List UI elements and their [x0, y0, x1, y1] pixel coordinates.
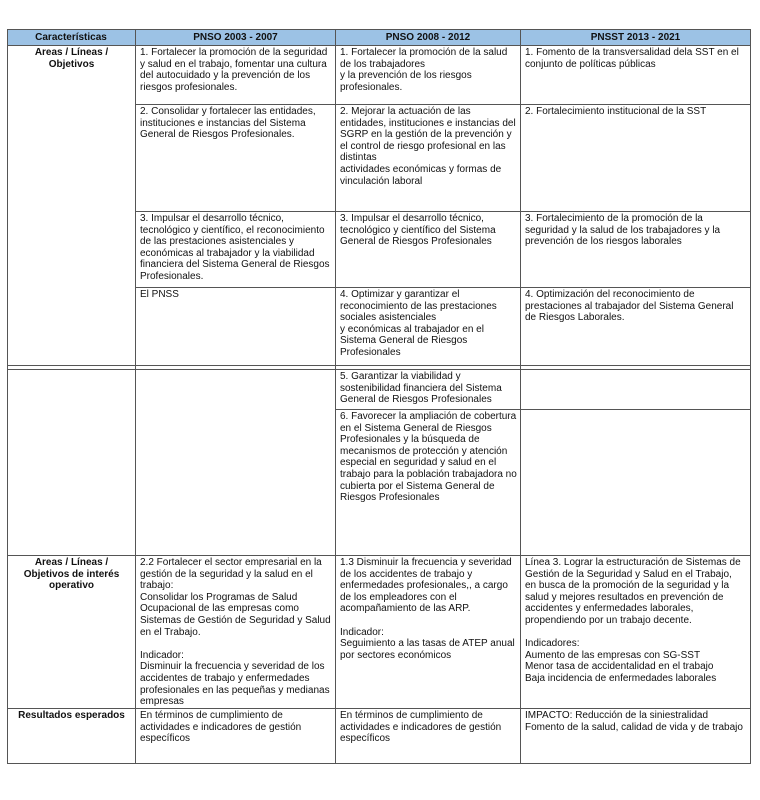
header-pnso-2003-2007: PNSO 2003 - 2007: [136, 30, 335, 45]
cell-pnsst2013-resultados: IMPACTO: Reducción de la siniestralidad Fomento de la salud, calidad de vida y de trabajo: [525, 710, 743, 733]
grid-line: [7, 555, 751, 556]
grid-line: [7, 708, 751, 709]
grid-line: [136, 211, 751, 212]
grid-line: [7, 29, 8, 764]
grid-line: [335, 29, 336, 764]
grid-line: [336, 409, 751, 410]
grid-line: [7, 369, 751, 370]
cell-pnsst2013-obj2: 2. Fortalecimiento institucional de la SST: [525, 106, 707, 117]
cell-pnsst2013-operativo: Línea 3. Lograr la estructuración de Sistemas de Gestión de la Seguridad y Salud en el Trabajo, en busca de la promoción de la seguridad y la salud y mejores resultados en prevención de accidentes y enfermedades laborales, propendiendo por un trabajo decente. Indicadores: Aumento de las empresas con SG-SST Menor tasa de accidentalidad en el trabajo Baja incidencia de enfermedades laborales: [525, 557, 741, 684]
grid-line: [7, 29, 751, 30]
cell-pnso2008-resultados: En términos de cumplimiento de actividades e indicadores de gestión específicos: [340, 710, 502, 745]
cell-pnso2003-obj3: 3. Impulsar el desarrollo técnico, tecnológico y científico, el reconocimiento de las prestaciones asistenciales y económicas al trabajador y la viabilidad financiera del Sistema General de Riesgos Profesionales.: [140, 213, 330, 282]
row-label-areas-operativo: Areas / Líneas / Objetivos de interés operativo: [23, 557, 120, 592]
cell-pnsst2013-obj4: 4. Optimización del reconocimiento de prestaciones al trabajador del Sistema General de Riesgos Laborales.: [525, 289, 734, 324]
cell-pnso2003-obj2: 2. Consolidar y fortalecer las entidades, instituciones e instancias del Sistema General de Riesgos Profesionales.: [140, 106, 316, 141]
row-label-resultados: Resultados esperados: [18, 710, 125, 721]
cell-pnso2008-obj4: 4. Optimizar y garantizar el reconocimiento de las prestaciones sociales asistenciales y económicas al trabajador en el Sistema General de Riesgos Profesionales: [340, 289, 497, 358]
header-pnso-2008-2012: PNSO 2008 - 2012: [336, 30, 520, 45]
cell-pnso2008-operativo: 1.3 Disminuir la frecuencia y severidad de los accidentes de trabajo y enfermedades profesionales,, a cargo de los empleadores con el acompañamiento de las ARP. Indicador: Seguimiento a las tasas de ATEP anual por sectores económicos: [340, 557, 515, 661]
header-pnsst-2013-2021: PNSST 2013 - 2021: [521, 30, 750, 45]
grid-line: [135, 29, 136, 764]
row-label-areas: Areas / Líneas / Objetivos: [34, 47, 109, 70]
grid-line: [7, 45, 751, 46]
grid-line: [7, 763, 751, 764]
cell-pnso2008-obj1: 1. Fortalecer la promoción de la salud de los trabajadores y la prevención de los riesgos profesionales.: [340, 47, 508, 93]
grid-line: [7, 365, 751, 366]
grid-line: [750, 29, 751, 764]
cell-pnso2008-obj6: 6. Favorecer la ampliación de cobertura en el Sistema General de Riesgos Profesionales y la búsqueda de mecanismos de protección y atención especial en seguridad y salud en el trabajo para la población trabajadora no cubierta por el Sistema General de Riesgos Profesionales: [340, 411, 517, 504]
grid-line: [136, 287, 751, 288]
cell-pnso2008-obj2: 2. Mejorar la actuación de las entidades, instituciones e instancias del SGRP en la gestión de la prevención y el control de riesgo profesional en las distintas actividades económicas y formas de vinculación laboral: [340, 106, 516, 187]
cell-pnso2003-obj4: El PNSS: [140, 289, 179, 300]
cell-pnso2008-obj5: 5. Garantizar la viabilidad y sostenibilidad financiera del Sistema General de Riesgos Profesionales: [340, 371, 502, 406]
cell-pnso2008-obj3: 3. Impulsar el desarrollo técnico, tecnológico y científico del Sistema General de Riesgos Profesionales: [340, 213, 496, 248]
cell-pnso2003-operativo: 2.2 Fortalecer el sector empresarial en la gestión de la seguridad y la salud en el trabajo: Consolidar los Programas de Salud Ocupacional de las empresas como Sistemas de Gestión de Seguridad y Salud en el Trabajo. Indicador: Disminuir la frecuencia y severidad de los accidentes de trabajo y enfermedades profesionales en las pequeñas y medianas empresas: [140, 557, 331, 708]
cell-pnsst2013-obj1: 1. Fomento de la transversalidad dela SST en el conjunto de políticas públicas: [525, 47, 739, 70]
cell-pnso2003-resultados: En términos de cumplimiento de actividades e indicadores de gestión específicos: [140, 710, 302, 745]
cell-pnsst2013-obj3: 3. Fortalecimiento de la promoción de la seguridad y la salud de los trabajadores y la prevención de los riesgos laborales: [525, 213, 721, 248]
grid-line: [520, 29, 521, 764]
grid-line: [136, 104, 751, 105]
header-caracteristicas: Características: [7, 30, 135, 45]
cell-pnso2003-obj1: 1. Fortalecer la promoción de la seguridad y salud en el trabajo, fomentar una cultura del autocuidado y la prevención de los riesgos profesionales.: [140, 47, 328, 93]
